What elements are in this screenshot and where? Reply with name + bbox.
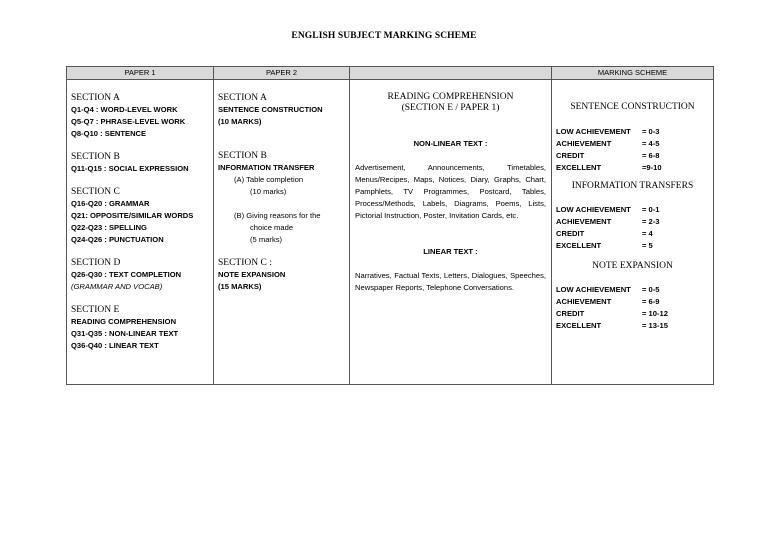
grade-row: ACHIEVEMENT = 6-9 (556, 297, 660, 306)
grade-row: EXCELLENT = 13-15 (556, 321, 668, 330)
p1-section-c-heading: SECTION C (71, 187, 120, 197)
p1-section-b-heading: SECTION B (71, 152, 120, 162)
non-linear-label: NON-LINEAR TEXT : (413, 139, 488, 148)
p1-c-item: Q21: OPPOSITE/SIMILAR WORDS (71, 211, 194, 220)
grade-row: CREDIT = 10-12 (556, 309, 668, 318)
grade-row: EXCELLENT = 5 (556, 241, 653, 250)
p1-a-item: Q8-Q10 : SENTENCE (71, 129, 147, 138)
p2-b-item: INFORMATION TRANSFER (218, 163, 315, 172)
p1-a-item: Q5-Q7 : PHRASE-LEVEL WORK (71, 117, 186, 126)
non-linear-text: Advertisement, Announcements, Timetables, Menus/Recipes, Maps, Notices, Diary, Graphs, Chart, Pamphlets, TV Programmes, Postcard, Tables, Process/Methods, Labels, Diagrams, Poems, Lists, Pictorial Instruction, Poster, Invitation Cards, etc. (355, 163, 546, 220)
p1-c-item: Q16-Q20 : GRAMMAR (71, 199, 150, 208)
p2-section-b-heading: SECTION B (218, 151, 267, 161)
sentence-construction-title: SENTENCE CONSTRUCTION (570, 102, 695, 112)
p1-a-item: Q1-Q4 : WORD-LEVEL WORK (71, 105, 178, 114)
p1-section-a-heading: SECTION A (71, 93, 120, 103)
p2-c-marks: (15 MARKS) (218, 282, 262, 291)
p2-b-part-a: (A) Table completion (234, 175, 304, 184)
p1-e-subheading: READING COMPREHENSION (71, 317, 177, 326)
grade-row: LOW ACHIEVEMENT = 0-3 (556, 127, 660, 136)
p2-a-marks: (10 MARKS) (218, 117, 262, 126)
p2-c-item: NOTE EXPANSION (218, 270, 286, 279)
header-blank (350, 67, 552, 80)
p1-section-e-heading: SECTION E (71, 305, 120, 315)
grade-row: ACHIEVEMENT = 4-5 (556, 139, 660, 148)
grade-row: EXCELLENT =9-10 (556, 163, 662, 172)
note-expansion-title: NOTE EXPANSION (592, 261, 673, 271)
content-row (67, 80, 714, 385)
reading-heading: READING COMPREHENSION (387, 92, 514, 102)
p1-section-d-heading: SECTION D (71, 258, 121, 268)
marking-scheme-cell (552, 80, 714, 385)
p1-d-note: (GRAMMAR AND VOCAB) (71, 282, 163, 291)
p2-b-part-b-cont: choice made (250, 223, 294, 232)
grade-row: LOW ACHIEVEMENT = 0-1 (556, 205, 660, 214)
header-marking-scheme: MARKING SCHEME (552, 67, 714, 80)
grade-row: CREDIT = 4 (556, 229, 653, 238)
p2-section-a-heading: SECTION A (218, 93, 267, 103)
paper-2-cell (214, 80, 350, 385)
reading-subheading: (SECTION E / PAPER 1) (401, 103, 500, 113)
p1-c-item: Q24-Q26 : PUNCTUATION (71, 235, 164, 244)
p2-b-part-b: (B) Giving reasons for the (234, 211, 321, 220)
grade-row: ACHIEVEMENT = 2-3 (556, 217, 660, 226)
information-transfers-title: INFORMATION TRANSFERS (571, 181, 694, 191)
grade-row: CREDIT = 6-8 (556, 151, 660, 160)
p2-section-c-heading: SECTION C : (218, 258, 272, 268)
marking-scheme-table (66, 66, 714, 385)
header-paper-2: PAPER 2 (214, 67, 350, 80)
linear-label: LINEAR TEXT : (423, 247, 478, 256)
p1-e-item: Q31-Q35 : NON-LINEAR TEXT (71, 329, 179, 338)
p1-d-item: Q26-Q30 : TEXT COMPLETION (71, 270, 182, 279)
header-paper-1: PAPER 1 (67, 67, 214, 80)
linear-text: Narratives, Factual Texts, Letters, Dialogues, Speeches, Newspaper Reports, Telephone Conversations. (355, 271, 546, 292)
header-row (67, 67, 714, 80)
reading-comprehension-cell (350, 80, 552, 385)
document-title: ENGLISH SUBJECT MARKING SCHEME (291, 31, 477, 41)
p2-b-part-a-marks: (10 marks) (250, 187, 287, 196)
p1-e-item: Q36-Q40 : LINEAR TEXT (71, 341, 159, 350)
p2-a-item: SENTENCE CONSTRUCTION (218, 105, 323, 114)
p1-c-item: Q22-Q23 : SPELLING (71, 223, 147, 232)
p2-b-part-b-marks: (5 marks) (250, 235, 283, 244)
paper-1-cell (67, 80, 214, 385)
grade-row: LOW ACHIEVEMENT = 0-5 (556, 285, 660, 294)
p1-b-item: Q11-Q15 : SOCIAL EXPRESSION (71, 164, 189, 173)
